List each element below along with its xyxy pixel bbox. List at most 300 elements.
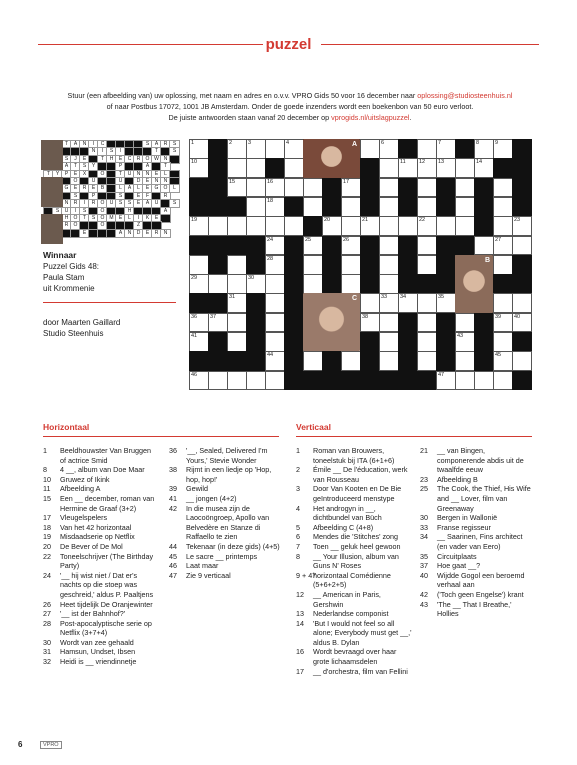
- solution-cell: E: [151, 214, 162, 223]
- grid-block: [360, 255, 380, 275]
- grid-cell[interactable]: [265, 351, 285, 371]
- clue-item: [169, 446, 281, 465]
- grid-block: [322, 255, 342, 275]
- grid-cell[interactable]: [512, 293, 532, 313]
- grid-cell[interactable]: [379, 351, 399, 371]
- grid-block: [512, 197, 532, 217]
- grid-cell[interactable]: [246, 197, 266, 217]
- grid-cell[interactable]: [455, 216, 475, 236]
- grid-cell[interactable]: [360, 313, 380, 333]
- grid-cell[interactable]: [189, 332, 209, 352]
- grid-block: [512, 371, 532, 391]
- clue-item: [296, 465, 412, 484]
- clue-item: [169, 561, 281, 571]
- cell-number: 28: [267, 255, 274, 262]
- solution-cell: Z: [133, 221, 144, 230]
- grid-cell[interactable]: [417, 332, 437, 352]
- grid-cell[interactable]: [265, 274, 285, 294]
- cell-number: 19: [191, 217, 198, 224]
- grid-cell[interactable]: [303, 255, 323, 275]
- grid-cell[interactable]: [208, 274, 228, 294]
- grid-cell[interactable]: [493, 351, 513, 371]
- grid-cell[interactable]: [303, 274, 323, 294]
- grid-cell[interactable]: [379, 178, 399, 198]
- clue-number: 30: [420, 513, 428, 523]
- clue-number: 36: [169, 446, 177, 455]
- grid-cell[interactable]: [379, 216, 399, 236]
- solution-cell: T: [160, 162, 171, 171]
- clue-item: [43, 484, 155, 494]
- clue-text: Mendes die 'Stitches' zong: [313, 532, 399, 542]
- grid-cell[interactable]: [265, 197, 285, 217]
- grid-cell[interactable]: [360, 216, 380, 236]
- solution-cell: S: [106, 147, 117, 156]
- cell-number: 41: [191, 333, 198, 339]
- solution-cell: R: [160, 140, 171, 149]
- solution-cell: I: [97, 147, 108, 156]
- grid-cell[interactable]: [322, 216, 342, 236]
- cell-number: 21: [362, 217, 369, 224]
- grid-cell[interactable]: [398, 158, 418, 178]
- clue-number: 39: [169, 484, 177, 494]
- grid-cell[interactable]: [417, 139, 437, 159]
- grid-cell[interactable]: [227, 371, 247, 391]
- clue-number: 24: [43, 570, 51, 580]
- cell-number: 26: [343, 236, 350, 243]
- solution-cell: G: [61, 184, 72, 193]
- clue-number: 22: [43, 551, 51, 561]
- grid-cell[interactable]: [208, 313, 228, 333]
- clue-text: Het androgyn in __, dichtbundel van Büch: [313, 503, 382, 523]
- grid-block: [208, 293, 228, 313]
- grid-cell[interactable]: [341, 197, 361, 217]
- grid-cell[interactable]: [455, 197, 475, 217]
- clue-number: 44: [169, 541, 177, 551]
- intro-line1: Stuur (een afbeelding van) uw oplossing, met naam en adres en o.v.v. VPRO Gids 50 voor 16 december naar: [67, 91, 418, 100]
- grid-cell[interactable]: [265, 236, 285, 256]
- grid-block: [360, 274, 380, 294]
- grid-cell[interactable]: [360, 139, 380, 159]
- clue-text: Wordt van zee gehaald: [60, 637, 134, 647]
- grid-block: [208, 178, 228, 198]
- grid-cell[interactable]: [474, 139, 494, 159]
- grid-cell[interactable]: [398, 216, 418, 236]
- grid-cell[interactable]: [284, 139, 304, 159]
- grid-block: [360, 371, 380, 391]
- grid-cell[interactable]: [246, 139, 266, 159]
- grid-cell[interactable]: [265, 139, 285, 159]
- clue-text: __ Your Illusion, album van Guns N' Roses: [313, 551, 399, 571]
- intro-email-link[interactable]: oplossing@studiosteenhuis.nl: [417, 91, 513, 100]
- photo-c-label: C: [351, 295, 357, 303]
- grid-cell[interactable]: [189, 158, 209, 178]
- solution-cell: R: [79, 184, 90, 193]
- grid-cell[interactable]: [379, 313, 399, 333]
- grid-cell[interactable]: [379, 158, 399, 178]
- grid-cell[interactable]: [246, 216, 266, 236]
- solution-cell: U: [106, 199, 117, 208]
- grid-cell[interactable]: [379, 332, 399, 352]
- clue-item: [43, 513, 155, 523]
- solution-cell: S: [61, 155, 72, 164]
- grid-cell[interactable]: [227, 274, 247, 294]
- grid-cell[interactable]: [341, 351, 361, 371]
- solution-cell: A: [115, 229, 126, 238]
- clue-text: '__, Sealed, Delivered I'm Yours,' Stevie Wonder: [186, 446, 268, 465]
- solution-cell: H: [124, 207, 135, 216]
- clue-number: 16: [296, 647, 304, 657]
- grid-cell[interactable]: [227, 332, 247, 352]
- solution-cell: O: [97, 207, 108, 216]
- grid-cell[interactable]: [474, 371, 494, 391]
- grid-cell[interactable]: [246, 178, 266, 198]
- grid-cell[interactable]: [246, 274, 266, 294]
- solution-cell: R: [133, 155, 144, 164]
- grid-cell[interactable]: [246, 158, 266, 178]
- clue-text: Van het 42 horizontaal: [60, 522, 132, 532]
- cell-number: 11: [400, 159, 406, 166]
- clue-item: [296, 590, 412, 609]
- grid-block: [474, 216, 494, 236]
- grid-cell[interactable]: [227, 158, 247, 178]
- grid-cell[interactable]: [455, 313, 475, 333]
- clue-text: Wijdde Gogol een beroemd verhaal aan: [437, 570, 525, 590]
- intro-url-link[interactable]: vprogids.nl/uitslagpuzzel: [331, 113, 410, 122]
- grid-block: [474, 332, 494, 352]
- grid-cell[interactable]: [189, 274, 209, 294]
- grid-cell[interactable]: [455, 158, 475, 178]
- winner-title: Winnaar: [43, 250, 77, 260]
- grid-cell[interactable]: [493, 313, 513, 333]
- clue-item: [420, 600, 534, 619]
- footer-logo: VPRO: [40, 741, 62, 749]
- grid-cell[interactable]: [189, 139, 209, 159]
- clue-item: [420, 484, 534, 513]
- clue-text: Door Van Kooten en De Bie geïntroduceerd menstype: [313, 484, 402, 503]
- grid-cell[interactable]: [417, 158, 437, 178]
- solution-cell: G: [151, 184, 162, 193]
- grid-cell[interactable]: [417, 178, 437, 198]
- grid-cell[interactable]: [379, 274, 399, 294]
- grid-cell[interactable]: [512, 351, 532, 371]
- cell-number: 37: [210, 313, 217, 320]
- clue-number: 19: [43, 532, 51, 542]
- crossword-grid[interactable]: [189, 139, 531, 391]
- grid-block: [360, 178, 380, 198]
- grid-cell[interactable]: [303, 197, 323, 217]
- grid-cell[interactable]: [341, 178, 361, 198]
- clue-number: 10: [43, 474, 51, 484]
- solution-cell: R: [88, 199, 99, 208]
- clue-item: [420, 446, 534, 475]
- grid-cell[interactable]: [265, 255, 285, 275]
- grid-cell[interactable]: [284, 158, 304, 178]
- grid-cell[interactable]: [227, 255, 247, 275]
- grid-block: [208, 255, 228, 275]
- grid-cell[interactable]: [341, 216, 361, 236]
- grid-cell[interactable]: [417, 197, 437, 217]
- grid-block: [208, 158, 228, 178]
- clue-text: Afbeelding C (4+8): [313, 522, 374, 532]
- clue-number: 43: [420, 599, 428, 609]
- grid-cell[interactable]: [455, 351, 475, 371]
- grid-cell[interactable]: [189, 255, 209, 275]
- grid-cell[interactable]: [436, 139, 456, 159]
- grid-cell[interactable]: [436, 371, 456, 391]
- grid-cell[interactable]: [417, 216, 437, 236]
- grid-cell[interactable]: [265, 293, 285, 313]
- grid-cell[interactable]: [379, 293, 399, 313]
- grid-block: [398, 236, 418, 256]
- solution-cell: I: [70, 207, 81, 216]
- grid-cell[interactable]: [227, 139, 247, 159]
- solution-cell: R: [160, 192, 171, 201]
- clue-number: 9 + 47: [296, 570, 317, 580]
- grid-cell[interactable]: [493, 236, 513, 256]
- clue-text: 'But I would not feel so all alone; Everybody must get __,' aldus B. Dylan: [313, 618, 412, 647]
- grid-cell[interactable]: [341, 255, 361, 275]
- grid-block: [189, 351, 209, 371]
- solution-cell: E: [151, 170, 162, 179]
- grid-cell[interactable]: [265, 371, 285, 391]
- cell-number: 44: [267, 352, 274, 359]
- cell-number: 8: [476, 140, 480, 146]
- solution-cell: E: [133, 192, 144, 201]
- clue-item: [296, 552, 412, 571]
- clue-number: 35: [420, 551, 428, 561]
- clue-text: Bergen in Wallonië: [437, 513, 498, 523]
- solution-cell: O: [70, 214, 81, 223]
- clue-text: Franse regisseur: [437, 522, 491, 532]
- vertical-clues-col2: [420, 446, 534, 619]
- grid-block: [493, 158, 513, 178]
- clue-item: [169, 465, 281, 484]
- grid-cell[interactable]: [417, 293, 437, 313]
- grid-cell[interactable]: [208, 216, 228, 236]
- grid-block: [512, 274, 532, 294]
- cell-number: 4: [286, 140, 290, 146]
- clue-text: Circuitplaats: [437, 551, 477, 561]
- clue-number: 4: [296, 503, 300, 513]
- clue-item: [169, 504, 281, 542]
- solution-cell: E: [115, 214, 126, 223]
- vertical-clues-col1: [296, 446, 412, 676]
- clue-number: 30: [43, 637, 51, 647]
- grid-cell[interactable]: [493, 293, 513, 313]
- grid-cell[interactable]: [417, 313, 437, 333]
- solution-cell: N: [160, 229, 171, 238]
- grid-block: [246, 351, 266, 371]
- grid-cell[interactable]: [189, 313, 209, 333]
- grid-cell[interactable]: [189, 371, 209, 391]
- clue-item: [169, 552, 281, 562]
- grid-cell[interactable]: [227, 313, 247, 333]
- grid-cell[interactable]: [227, 178, 247, 198]
- grid-cell[interactable]: [474, 236, 494, 256]
- clue-text: __ van Bingen, componerende abdis uit de twaalfde eeuw: [437, 446, 524, 475]
- clue-item: [420, 513, 534, 523]
- clue-text: Roman van Brouwers, toneelstuk bij ITA (6+1+6): [313, 446, 395, 465]
- clue-item: [43, 465, 155, 475]
- clue-text: Laat maar: [186, 561, 219, 571]
- grid-block: [360, 197, 380, 217]
- grid-block: [246, 255, 266, 275]
- grid-block: [512, 158, 532, 178]
- cell-number: 13: [438, 159, 445, 166]
- grid-cell[interactable]: [379, 236, 399, 256]
- grid-block: [284, 293, 304, 313]
- solution-cell: S: [79, 162, 90, 171]
- grid-block: [322, 351, 342, 371]
- grid-cell[interactable]: [265, 178, 285, 198]
- clue-number: 3: [296, 484, 300, 494]
- grid-cell[interactable]: [493, 139, 513, 159]
- solution-cell: H: [61, 214, 72, 223]
- solution-cell: Y: [88, 162, 99, 171]
- grid-cell[interactable]: [208, 371, 228, 391]
- clue-item: [296, 647, 412, 666]
- grid-cell[interactable]: [265, 313, 285, 333]
- clue-item: [296, 619, 412, 648]
- grid-cell[interactable]: [227, 293, 247, 313]
- intro-line3-end: .: [409, 113, 412, 122]
- grid-cell[interactable]: [474, 158, 494, 178]
- grid-cell[interactable]: [189, 216, 209, 236]
- cell-number: 39: [495, 313, 502, 320]
- grid-cell[interactable]: [284, 216, 304, 236]
- grid-cell[interactable]: [455, 371, 475, 391]
- clue-number: 33: [420, 522, 428, 532]
- solution-cell: J: [70, 155, 81, 164]
- grid-cell[interactable]: [436, 216, 456, 236]
- grid-block: [208, 197, 228, 217]
- horizontal-clues-col2: [169, 446, 281, 580]
- solution-cell: S: [88, 214, 99, 223]
- grid-block: [303, 371, 323, 391]
- grid-cell[interactable]: [493, 178, 513, 198]
- solution-cell: D: [133, 229, 144, 238]
- cell-number: 36: [191, 313, 198, 320]
- solution-cell: N: [160, 155, 171, 164]
- clue-item: [420, 523, 534, 533]
- solution-cell: T: [61, 140, 72, 149]
- solution-cell: U: [88, 177, 99, 186]
- solution-cell: L: [169, 184, 180, 193]
- grid-block: [398, 274, 418, 294]
- grid-cell[interactable]: [436, 158, 456, 178]
- grid-block: [284, 255, 304, 275]
- grid-cell[interactable]: [493, 332, 513, 352]
- grid-cell[interactable]: [493, 371, 513, 391]
- grid-block: [322, 236, 342, 256]
- grid-block: [284, 351, 304, 371]
- solution-cell: W: [151, 155, 162, 164]
- clue-text: '__ ist der Bahnhof?': [60, 609, 126, 619]
- clue-item: [420, 590, 534, 600]
- solution-cell: L: [160, 170, 171, 179]
- clue-item: [296, 542, 412, 552]
- clue-text: Hoe gaat __?: [437, 561, 481, 571]
- grid-block: [360, 332, 380, 352]
- cell-number: 1: [191, 140, 195, 146]
- clue-number: 1: [296, 446, 300, 455]
- grid-cell[interactable]: [417, 351, 437, 371]
- grid-block: [360, 236, 380, 256]
- solution-cell: N: [151, 177, 162, 186]
- solution-cell: N: [79, 140, 90, 149]
- grid-cell[interactable]: [303, 351, 323, 371]
- clue-text: Émile __ De l'éducation, werk van Rousseau: [313, 465, 408, 484]
- clue-text: Rijmt in een liedje op 'Hop, hop, hop!': [186, 465, 272, 484]
- grid-cell[interactable]: [265, 216, 285, 236]
- grid-cell[interactable]: [398, 293, 418, 313]
- solution-cell: E: [79, 155, 90, 164]
- grid-cell[interactable]: [246, 371, 266, 391]
- clue-text: Afbeelding B: [437, 474, 478, 484]
- grid-cell[interactable]: [512, 313, 532, 333]
- clue-text: Een __ december, roman van Hermine de Graaf (3+2): [60, 493, 155, 513]
- solution-cell: L: [115, 184, 126, 193]
- solution-cell: U: [124, 170, 135, 179]
- solution-cell: E: [142, 229, 153, 238]
- solution-cell: N: [142, 170, 153, 179]
- grid-cell[interactable]: [512, 236, 532, 256]
- clue-text: De Bever of De Mol: [60, 541, 123, 551]
- grid-cell[interactable]: [436, 293, 456, 313]
- cell-number: 30: [248, 275, 255, 282]
- grid-block: [284, 371, 304, 391]
- grid-cell[interactable]: [341, 274, 361, 294]
- clue-item: [43, 657, 155, 667]
- grid-cell[interactable]: [341, 236, 361, 256]
- grid-cell[interactable]: [417, 255, 437, 275]
- grid-cell[interactable]: [303, 236, 323, 256]
- grid-cell[interactable]: [455, 178, 475, 198]
- clue-item: [43, 647, 155, 657]
- grid-block: [436, 178, 456, 198]
- grid-cell[interactable]: [493, 216, 513, 236]
- grid-cell[interactable]: [265, 332, 285, 352]
- clue-item: [43, 523, 155, 533]
- grid-cell[interactable]: [417, 236, 437, 256]
- grid-cell[interactable]: [512, 216, 532, 236]
- grid-cell[interactable]: [379, 255, 399, 275]
- grid-block: [436, 197, 456, 217]
- grid-cell[interactable]: [303, 178, 323, 198]
- grid-cell[interactable]: [455, 332, 475, 352]
- clue-text: Heet tijdelijk De Oranjewinter: [60, 599, 153, 609]
- cell-number: 14: [476, 159, 483, 166]
- cell-number: 15: [229, 178, 236, 185]
- grid-cell[interactable]: [379, 197, 399, 217]
- grid-block: [189, 293, 209, 313]
- solution-cell: O: [97, 170, 108, 179]
- grid-cell[interactable]: [493, 197, 513, 217]
- solution-cell: L: [124, 214, 135, 223]
- cell-number: 6: [381, 140, 385, 146]
- solution-cell: O: [97, 221, 108, 230]
- grid-cell[interactable]: [379, 139, 399, 159]
- grid-cell[interactable]: [493, 255, 513, 275]
- grid-cell[interactable]: [227, 216, 247, 236]
- grid-block: [303, 216, 323, 236]
- solution-cell: P: [88, 192, 99, 201]
- grid-cell[interactable]: [360, 293, 380, 313]
- clue-number: 11: [43, 484, 51, 494]
- clue-number: 13: [296, 609, 304, 619]
- grid-cell[interactable]: [284, 178, 304, 198]
- grid-block: [474, 197, 494, 217]
